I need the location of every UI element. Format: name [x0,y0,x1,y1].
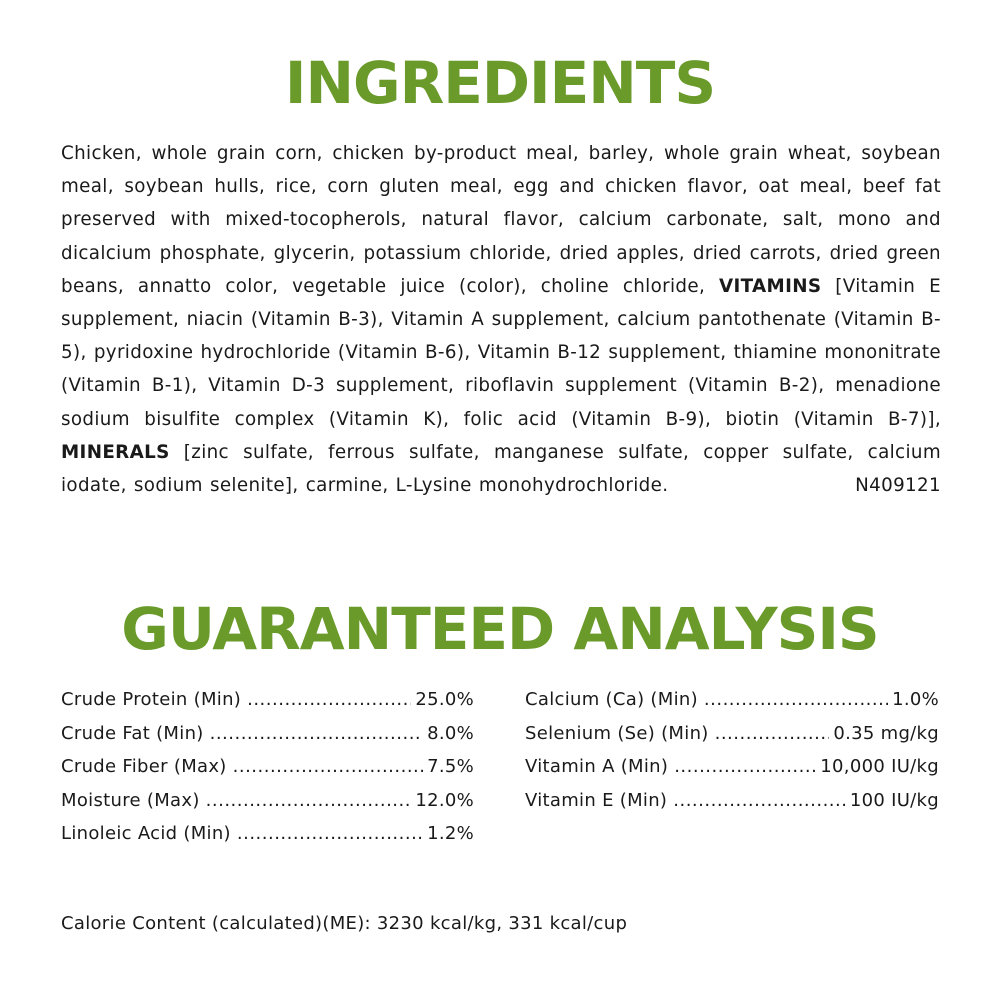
analysis-left-column [61,683,474,851]
dot-leader [704,683,888,717]
analysis-value: 12.0% [415,789,474,811]
ingredients-text [61,137,941,502]
analysis-label: Moisture (Max) [61,789,200,811]
dot-leader [237,817,423,851]
analysis-value: 10,000 IU/kg [820,756,939,777]
ingredients-part-1: Chicken, whole grain corn, chicken by-product meal, barley, whole grain wheat, soybean meal, soybean hulls, rice, corn gluten meal, egg and chicken flavor, oat meal, beef fat preserved with mixed-tocopherols, natural flavor, calcium carbonate, salt, mono and dicalcium phosphate, glycerin, potassium chloride, dried apples, dried carrots, dried green beans, annatto color, vegetable juice (color), choline chloride, [61,143,941,297]
dot-leader [206,784,412,818]
dot-leader [674,750,816,784]
analysis-value: 1.0% [892,689,939,710]
dot-leader [233,750,423,784]
analysis-row [525,683,939,717]
analysis-label: Crude Fiber (Max) [61,756,227,777]
analysis-label: Vitamin A (Min) [525,756,669,777]
product-code: N409121 [855,475,941,497]
ingredients-vitamins-list: [Vitamin E supplement, niacin (Vitamin B-3), Vitamin A supplement, calcium pantothenate (Vitamin B-5), pyridoxine hydrochloride (Vitamin B-6), Vitamin B-12 supplement, thiamine mononitrate (Vitamin B-1), Vitamin D-3 supplement, riboflavin supplement (Vitamin B-2), menadione sodium bisulfite complex (Vitamin K), folic acid (Vitamin B-9), biotin (Vitamin B-7)], [61,275,941,430]
dot-leader [210,717,423,751]
analysis-value: 1.2% [427,823,474,844]
dot-leader [715,717,830,751]
analysis-value: 25.0% [415,689,474,710]
analysis-label: Calcium (Ca) (Min) [525,689,698,710]
analysis-value: 100 IU/kg [849,789,939,811]
analysis-right-column [525,683,939,817]
analysis-label: Linoleic Acid (Min) [61,823,231,844]
vitamins-label: VITAMINS [719,275,822,297]
analysis-value: 0.35 mg/kg [833,722,939,744]
calorie-content: Calorie Content (calculated)(ME): 3230 kcal/kg, 331 kcal/cup [61,913,628,934]
analysis-row [61,717,474,751]
analysis-value: 7.5% [427,756,474,777]
analysis-label: Crude Protein (Min) [61,689,242,710]
analysis-row [525,750,939,784]
analysis-row [61,750,474,784]
analysis-label: Crude Fat (Min) [61,722,204,744]
analysis-row [525,784,939,818]
ingredients-minerals-list: [zinc sulfate, ferrous sulfate, manganese sulfate, copper sulfate, calcium iodate, sodium selenite], carmine, L-Lysine monohydrochloride. [61,441,941,497]
analysis-label: Selenium (Se) (Min) [525,722,709,744]
analysis-row [61,817,474,851]
dot-leader [247,683,411,717]
analysis-row [61,683,474,717]
dot-leader [673,784,846,818]
guaranteed-analysis-heading: GUARANTEED ANALYSIS [121,595,879,663]
analysis-row [61,784,474,818]
analysis-row [525,717,939,751]
minerals-label: MINERALS [61,441,170,463]
ingredients-heading: INGREDIENTS [284,49,716,117]
analysis-label: Vitamin E (Min) [525,789,668,811]
analysis-value: 8.0% [427,722,474,744]
